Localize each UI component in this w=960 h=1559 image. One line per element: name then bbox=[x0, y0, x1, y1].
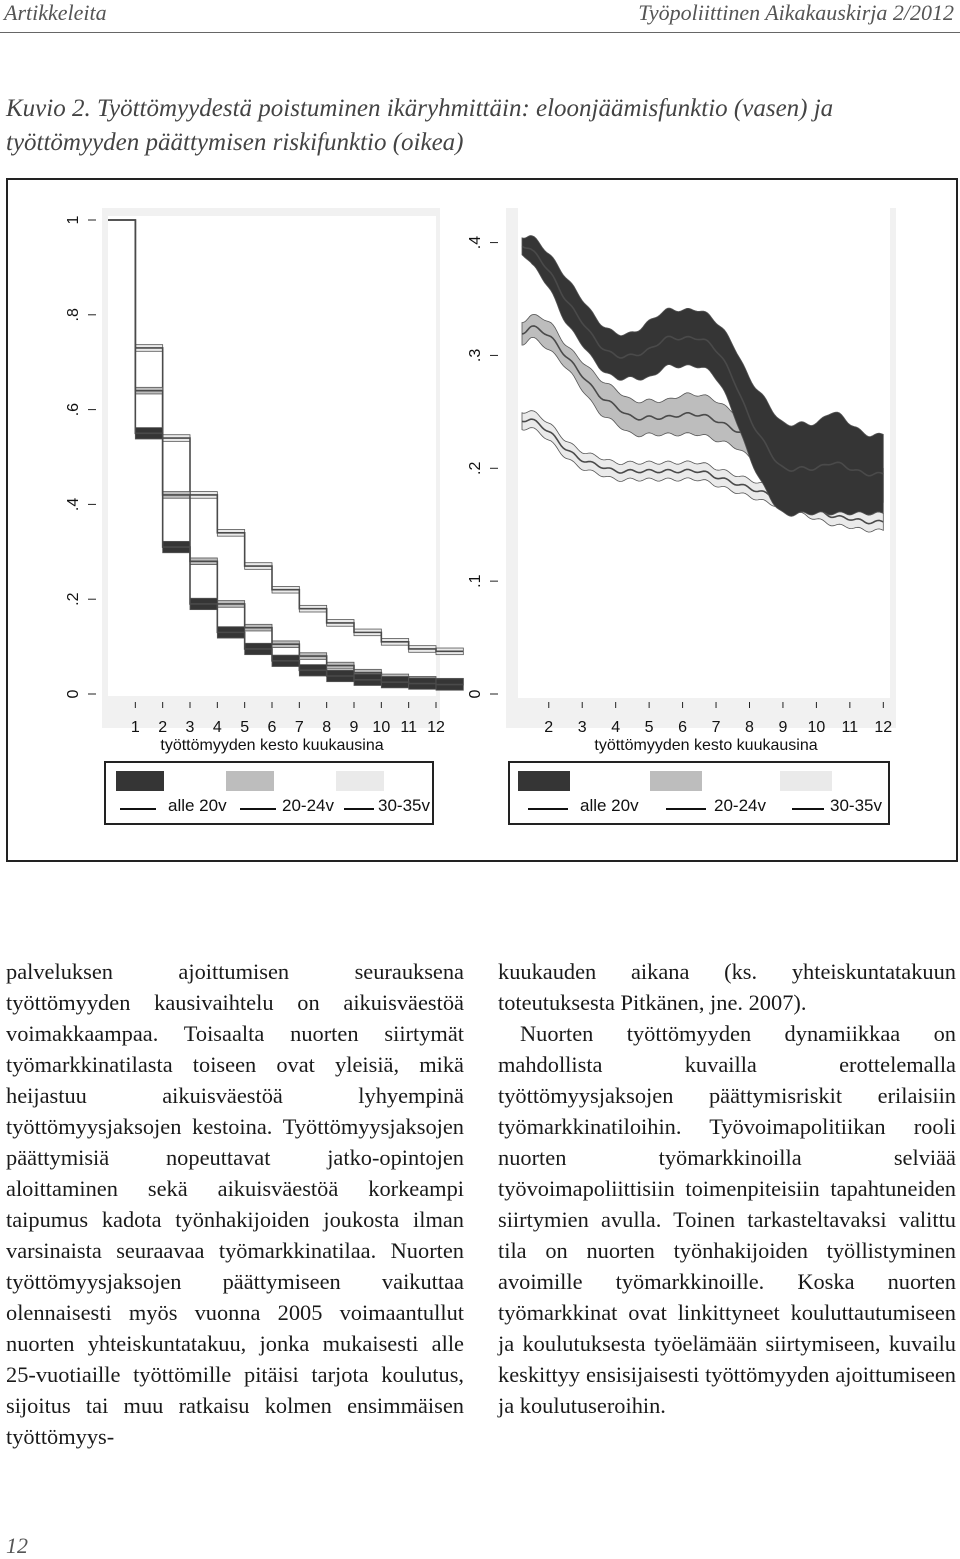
x-tick-label: 8 bbox=[322, 719, 332, 736]
y-tick-label: .4 bbox=[467, 235, 484, 250]
body-column-left bbox=[6, 956, 464, 1452]
y-tick-label: .8 bbox=[65, 308, 82, 322]
body-column-right bbox=[498, 956, 956, 1421]
figure-svg bbox=[6, 178, 958, 862]
x-tick-label: 10 bbox=[807, 719, 826, 736]
legend-label-20-24v: 20-24v bbox=[714, 796, 766, 815]
header-rule bbox=[0, 32, 960, 33]
legend-line-alle-20v bbox=[120, 808, 156, 810]
legend-swatch-20-24v bbox=[226, 771, 274, 791]
y-tick-label: .6 bbox=[65, 402, 82, 417]
y-tick-label: 0 bbox=[467, 689, 484, 699]
figure-caption: Kuvio 2. Työttömyydestä poistuminen ikäryhmittäin: eloonjäämisfunktio (vasen) ja työttömyyden päättymisen riskifunktio (oikea) bbox=[6, 95, 834, 156]
paragraph: palveluksen ajoittumisen seurauksena työttömyyden kausivaihtelu on aikuisväestöä voimakkaampaa. Toisaalta nuorten siirtymät työmarkkinatilasta toiseen ovat yleisiä, mikä heijastuu aikuisväestöä lyhyempinä työttömyysjaksojen kestoina. Työttömyysjaksojen päättymisiä nopeuttavat jatko-opintojen aloittaminen sekä aikuisväestöä korkeampi taipumus kadota työnhakijoiden joukosta ilman varsinaista seuraavaa työmarkkinatilaa. Nuorten työttömyysjaksojen päättymiseen vaikuttaa olennaisesti myös vuonna 2005 voimaantullut nuorten yhteiskuntatakuu, jonka mukaisesti alle 25-vuotiaille työttömille pitäisi tarjota koulutus, sijoitus tai muu ratkaisu kolmen ensimmäisen työttömyys- bbox=[6, 959, 464, 1449]
x-tick-label: 12 bbox=[427, 719, 445, 736]
legend-swatch-alle-20v bbox=[116, 771, 164, 791]
x-tick-label: 11 bbox=[400, 719, 417, 736]
x-tick-label: 11 bbox=[841, 719, 859, 736]
x-tick-label: 2 bbox=[544, 719, 554, 736]
x-tick-label: 4 bbox=[611, 719, 621, 736]
x-tick-label: 9 bbox=[349, 719, 359, 736]
x-axis-label: työttömyyden kesto kuukausina bbox=[160, 737, 384, 754]
running-head bbox=[0, 0, 960, 32]
x-tick-label: 2 bbox=[158, 719, 168, 736]
y-tick-label: 0 bbox=[65, 689, 82, 699]
y-tick-label: .4 bbox=[65, 497, 82, 512]
legend-line-20-24v bbox=[240, 808, 276, 810]
y-tick-label: .2 bbox=[467, 461, 484, 475]
y-tick-label: 1 bbox=[65, 215, 82, 225]
page-number: 12 bbox=[6, 1533, 28, 1558]
legend-swatch-30-35v bbox=[336, 771, 384, 791]
y-tick-label: .2 bbox=[65, 592, 82, 606]
journal-title: Työpoliittinen Aikakauskirja 2/2012 bbox=[638, 0, 954, 25]
section-title: Artikkeleita bbox=[4, 0, 107, 25]
y-tick-label: .3 bbox=[467, 348, 484, 363]
legend-line-20-24v bbox=[666, 808, 706, 810]
x-tick-label: 5 bbox=[644, 719, 654, 736]
figure bbox=[6, 178, 958, 862]
x-tick-label: 6 bbox=[678, 719, 688, 736]
legend-label-alle-20v: alle 20v bbox=[580, 796, 639, 815]
x-tick-label: 12 bbox=[874, 719, 893, 736]
x-tick-label: 7 bbox=[294, 719, 304, 736]
paragraph: Nuorten työttömyyden dynamiikkaa on mahdollista kuvailla erottelemalla työttömyysjaksojen päättymisriskit erilaisiin työmarkkinatiloihin. Työvoimapolitiikan rooli nuorten työmarkkinoilla selviää työvoimapoliittisiin toimenpiteisiin tapahtuneiden siirtymien avulla. Toinen tarkasteltavaksi valittu tila on nuorten työnhakijoiden työllistyminen avoimille työmarkkinoille. Koska nuorten työmarkkinat ovat linkittyneet kouluttautumiseen ja koulutuksesta työelämään siirtymiseen, kuvailu keskittyy ensisijaisesti työttömyyden ajoittumiseen ja koulutuseroihin. bbox=[498, 1021, 956, 1418]
legend-line-30-35v bbox=[344, 808, 374, 810]
legend-swatch-20-24v bbox=[650, 771, 702, 791]
legend-swatch-alle-20v bbox=[518, 771, 570, 791]
legend-line-30-35v bbox=[792, 808, 824, 810]
x-tick-label: 1 bbox=[130, 719, 140, 736]
x-tick-label: 3 bbox=[577, 719, 587, 736]
x-tick-label: 8 bbox=[745, 719, 754, 736]
legend-survival bbox=[104, 761, 434, 825]
x-tick-label: 10 bbox=[372, 719, 391, 736]
paragraph: kuukauden aikana (ks. yhteiskuntatakuun toteutuksesta Pitkänen, jne. 2007). bbox=[498, 959, 956, 1015]
legend-label-alle-20v: alle 20v bbox=[168, 796, 227, 815]
x-tick-label: 9 bbox=[778, 719, 788, 736]
legend-label-20-24v: 20-24v bbox=[282, 796, 334, 815]
x-tick-label: 4 bbox=[212, 719, 222, 736]
y-tick-label: .1 bbox=[467, 574, 484, 588]
legend-line-alle-20v bbox=[528, 808, 568, 810]
x-tick-label: 3 bbox=[185, 719, 195, 736]
legend-label-30-35v: 30-35v bbox=[830, 796, 882, 815]
legend-label-30-35v: 30-35v bbox=[378, 796, 430, 815]
legend-hazard bbox=[508, 761, 890, 825]
legend-swatch-30-35v bbox=[780, 771, 832, 791]
x-axis-label: työttömyyden kesto kuukausina bbox=[594, 737, 818, 754]
x-tick-label: 6 bbox=[267, 719, 277, 736]
x-tick-label: 7 bbox=[711, 719, 721, 736]
x-tick-label: 5 bbox=[240, 719, 250, 736]
